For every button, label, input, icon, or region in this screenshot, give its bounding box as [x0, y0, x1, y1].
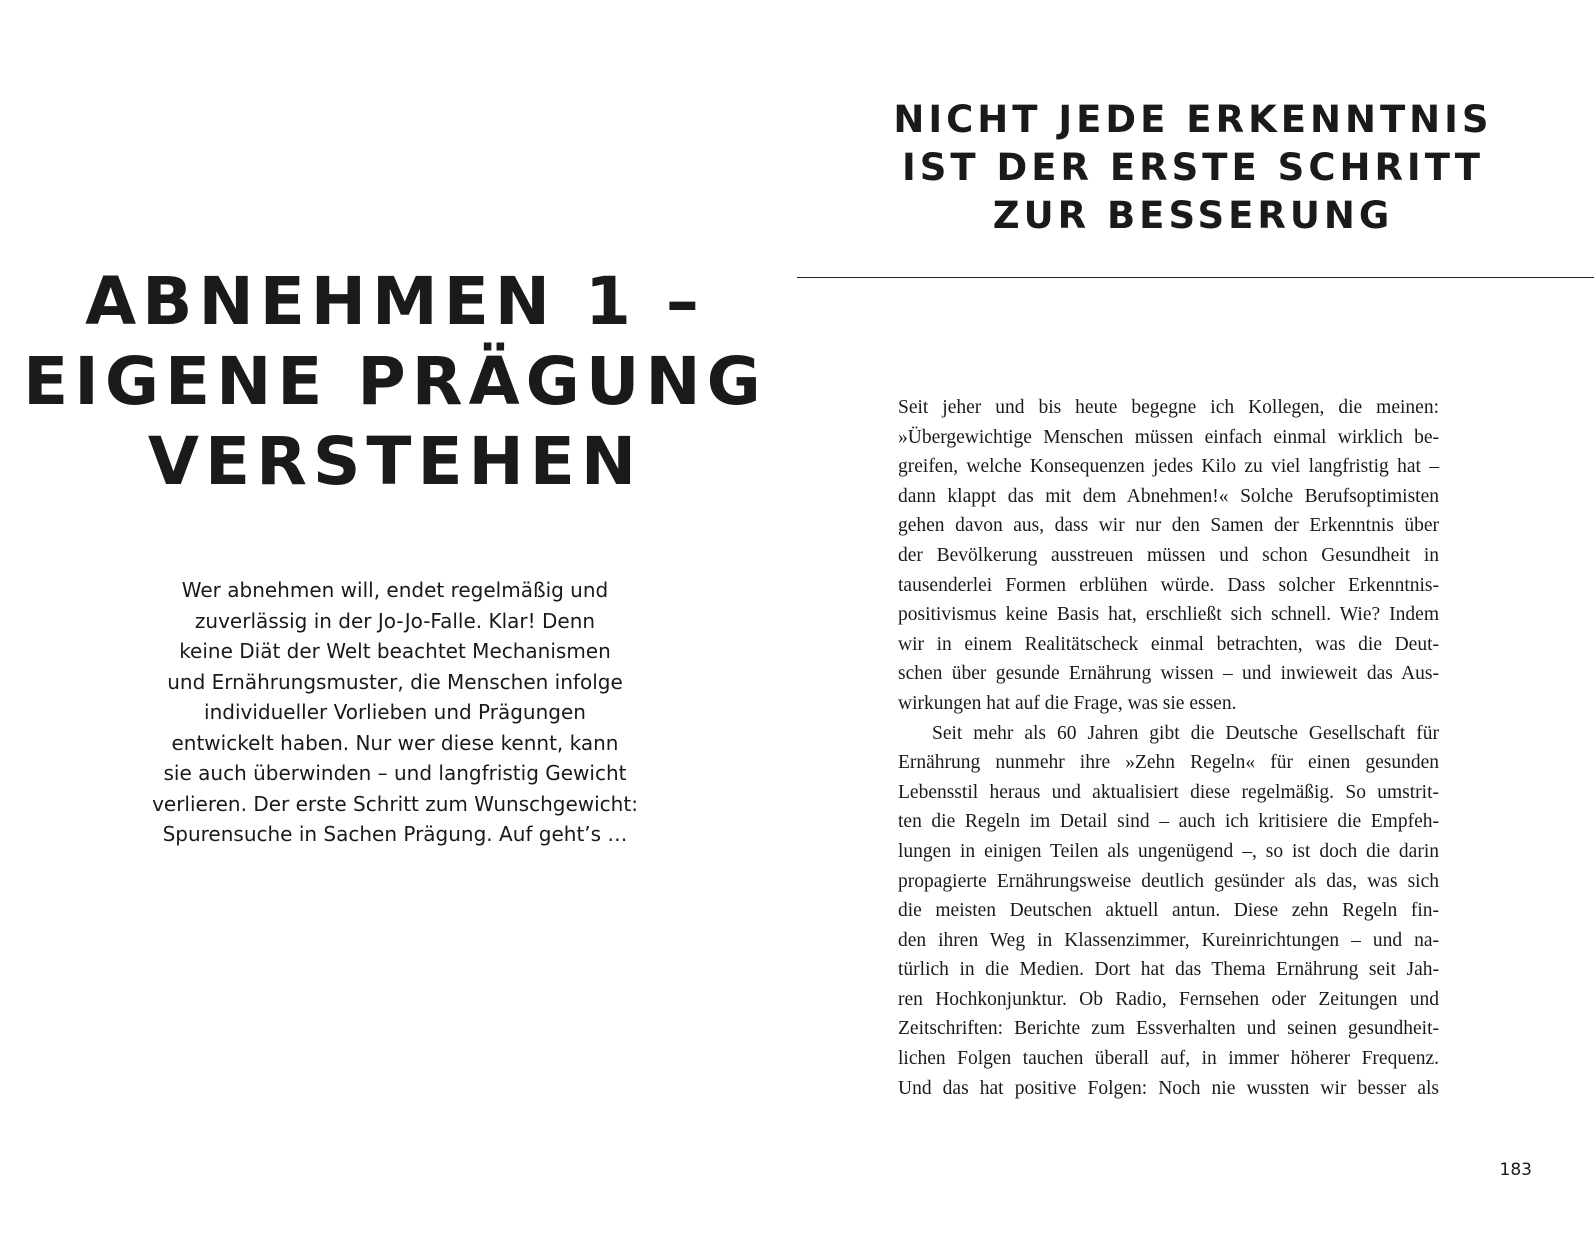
body-line: lichen Folgen tauchen überall auf, in immer höherer Frequenz. [898, 1048, 1439, 1070]
body-line: wir in einem Realitätscheck einmal betrachten, was die Deut- [898, 633, 1439, 655]
intro-line: sie auch überwinden – und langfristig Gewicht [163, 761, 627, 785]
body-line: die meisten Deutschen aktuell antun. Diese zehn Regeln fin- [898, 900, 1439, 922]
section-title-line: NICHT JEDE ERKENNTNIS [893, 98, 1493, 141]
chapter-title-line: VERSTEHEN [147, 423, 643, 500]
body-line: propagierte Ernährungsweise deutlich gesünder als das, was sich [898, 870, 1439, 892]
right-page [797, 0, 1594, 1240]
body-line: lungen in einigen Teilen als ungenügend –, so ist doch die darin [898, 840, 1439, 862]
body-line: Seit mehr als 60 Jahren gibt die Deutsche Gesellschaft für [932, 722, 1439, 744]
intro-line: Spurensuche in Sachen Prägung. Auf geht’s … [162, 822, 628, 846]
intro-line: keine Diät der Welt beachtet Mechanismen [179, 639, 611, 663]
section-title-line: IST DER ERSTE SCHRITT [901, 146, 1485, 189]
section-divider [797, 277, 1594, 278]
body-line: Und das hat positive Folgen: Noch nie wussten wir besser als [898, 1077, 1439, 1099]
body-line: Seit jeher und bis heute begegne ich Kollegen, die meinen: [898, 397, 1439, 418]
body-line: dann klappt das mit dem Abnehmen!« Solche Berufsoptimisten [898, 485, 1439, 507]
body-line: Ernährung nunmehr ihre »Zehn Regeln« für einen gesunden [898, 752, 1439, 774]
body-line: gehen davon aus, dass wir nur den Samen der Erkenntnis über [898, 515, 1439, 537]
body-line: den ihren Weg in Klassenzimmer, Kureinrichtungen – und na- [898, 929, 1439, 951]
section-title-line: ZUR BESSERUNG [992, 194, 1394, 237]
body-line: positivismus keine Basis hat, erschließt sich schnell. Wie? Indem [898, 604, 1439, 626]
body-line: schen über gesunde Ernährung wissen – und inwieweit das Aus- [898, 663, 1439, 685]
body-text [898, 393, 1439, 1103]
intro-line: verlieren. Der erste Schritt zum Wunschgewicht: [152, 791, 638, 816]
intro-line: zuverlässig in der Jo-Jo-Falle. Klar! Denn [194, 608, 596, 633]
intro-line: Wer abnehmen will, endet regelmäßig und [181, 578, 609, 602]
chapter-title [0, 262, 790, 502]
body-line: der Bevölkerung ausstreuen müssen und schon Gesundheit in [898, 544, 1439, 566]
page-number: 183 [1499, 1160, 1532, 1180]
body-line: »Übergewichtige Menschen müssen einfach einmal wirklich be- [898, 426, 1439, 448]
body-line: greifen, welche Konsequenzen jedes Kilo zu viel langfristig hat – [898, 456, 1439, 478]
body-line: türlich in die Medien. Dort hat das Thema Ernährung seit Jah- [898, 959, 1439, 981]
body-line: tausenderlei Formen erblühen würde. Dass solcher Erkenntnis- [898, 574, 1439, 596]
intro-line: und Ernährungsmuster, die Menschen infolge [167, 669, 623, 694]
chapter-intro [150, 575, 640, 850]
body-line: ten die Regeln im Detail sind – auch ich kritisiere die Empfeh- [898, 811, 1439, 833]
intro-line: entwickelt haben. Nur wer diese kennt, kann [171, 730, 619, 755]
body-line: ren Hochkonjunktur. Ob Radio, Fernsehen oder Zeitungen und [898, 988, 1439, 1010]
intro-line: individueller Vorlieben und Prägungen [204, 700, 586, 724]
body-line: Zeitschriften: Berichte zum Essverhalten und seinen gesundheit- [898, 1018, 1439, 1040]
body-line: Lebensstil heraus und aktualisiert diese regelmäßig. So umstrit- [898, 781, 1439, 803]
chapter-title-line: EIGENE PRÄGUNG [23, 343, 767, 420]
section-title [893, 96, 1493, 240]
chapter-title-line: ABNEHMEN 1 – [85, 263, 705, 340]
body-line: wirkungen hat auf die Frage, was sie essen. [898, 692, 1237, 714]
